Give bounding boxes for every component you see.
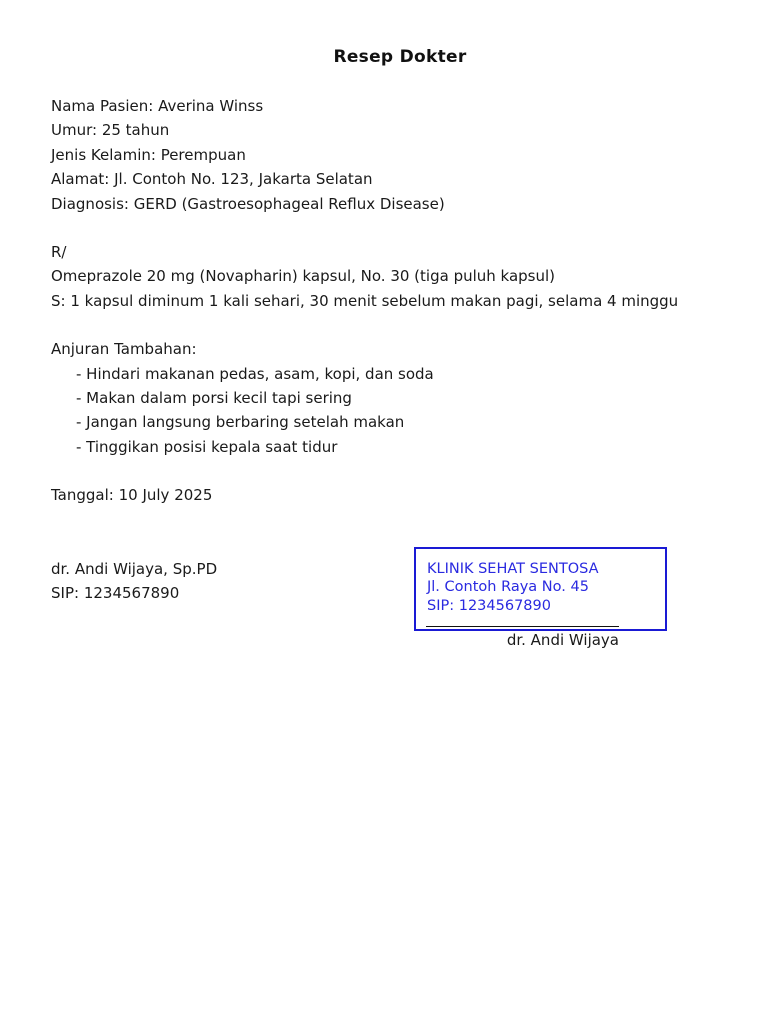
patient-gender: Jenis Kelamin: Perempuan — [51, 146, 246, 164]
patient-address: Alamat: Jl. Contoh No. 123, Jakarta Selatan — [51, 170, 373, 188]
drug-line: Omeprazole 20 mg (Novapharin) kapsul, No. 30 (tiga puluh kapsul) — [51, 267, 556, 285]
doctor-sip: SIP: 1234567890 — [51, 584, 180, 602]
patient-diagnosis: Diagnosis: GERD (Gastroesophageal Reflux Disease) — [51, 195, 445, 213]
prescription-date: Tanggal: 10 July 2025 — [51, 486, 213, 504]
advice-item: - Makan dalam porsi kecil tapi sering — [76, 389, 352, 407]
patient-name: Nama Pasien: Averina Winss — [51, 97, 264, 115]
advice-item: - Hindari makanan pedas, asam, kopi, dan soda — [76, 365, 434, 383]
signature-line — [426, 626, 619, 627]
advice-item: - Tinggikan posisi kepala saat tidur — [76, 438, 338, 456]
stamp-clinic-address: Jl. Contoh Raya No. 45 — [427, 579, 589, 595]
recipe-symbol: R/ — [51, 243, 67, 261]
signa-line: S: 1 kapsul diminum 1 kali sehari, 30 menit sebelum makan pagi, selama 4 minggu — [51, 292, 679, 310]
clinic-stamp — [414, 547, 667, 631]
advice-heading: Anjuran Tambahan: — [51, 340, 197, 358]
doctor-name: dr. Andi Wijaya, Sp.PD — [51, 560, 218, 578]
patient-age: Umur: 25 tahun — [51, 121, 170, 139]
stamp-sip: SIP: 1234567890 — [427, 598, 551, 614]
signature-name: dr. Andi Wijaya — [506, 631, 619, 649]
advice-item: - Jangan langsung berbaring setelah makan — [76, 413, 405, 431]
stamp-clinic-name: KLINIK SEHAT SENTOSA — [427, 561, 599, 577]
document-title: Resep Dokter — [333, 47, 467, 67]
